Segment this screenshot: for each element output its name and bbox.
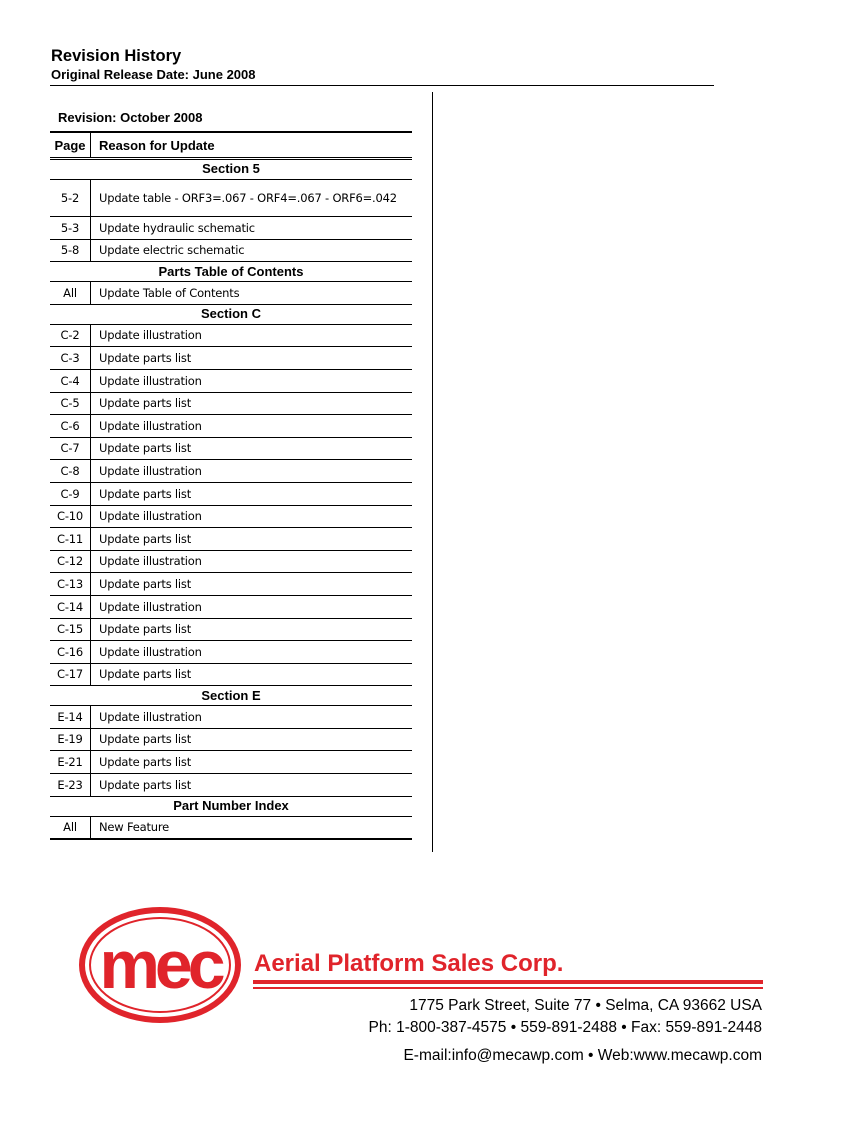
- company-rule-thin: [253, 987, 763, 989]
- reason-cell: Update illustration: [91, 460, 413, 483]
- table-row: [50, 347, 412, 370]
- reason-cell: Update parts list: [91, 728, 413, 751]
- reason-cell: Update electric schematic: [91, 239, 413, 262]
- reason-cell: Update parts list: [91, 528, 413, 551]
- table-row: [50, 573, 412, 596]
- page-cell: C-8: [50, 460, 91, 483]
- page-cell: 5-8: [50, 239, 91, 262]
- revision-table: [50, 131, 412, 840]
- table-row: [50, 728, 412, 751]
- reason-cell: Update illustration: [91, 324, 413, 347]
- page-cell: C-7: [50, 437, 91, 460]
- page-cell: C-9: [50, 482, 91, 505]
- table-body: [50, 159, 412, 840]
- company-address: 1775 Park Street, Suite 77 • Selma, CA 93662 USA: [409, 997, 762, 1014]
- reason-cell: New Feature: [91, 816, 413, 839]
- revision-label: Revision: October 2008: [58, 110, 203, 125]
- table-row: [50, 282, 412, 305]
- page-cell: C-3: [50, 347, 91, 370]
- company-contact: E-mail:info@mecawp.com • Web:www.mecawp.com: [403, 1047, 762, 1064]
- table-row: [50, 217, 412, 240]
- page-cell: All: [50, 816, 91, 839]
- reason-cell: Update parts list: [91, 482, 413, 505]
- page-cell: E-14: [50, 706, 91, 729]
- header-rule: [50, 85, 714, 86]
- table-row: [50, 482, 412, 505]
- page-cell: C-10: [50, 505, 91, 528]
- mec-logo: [78, 906, 242, 1024]
- page-cell: C-13: [50, 573, 91, 596]
- reason-cell: Update illustration: [91, 369, 413, 392]
- page-cell: C-5: [50, 392, 91, 415]
- section-row: [50, 796, 412, 816]
- table-row: [50, 437, 412, 460]
- section-row: [50, 262, 412, 282]
- column-divider: [432, 92, 433, 852]
- page-cell: C-11: [50, 528, 91, 551]
- reason-cell: Update parts list: [91, 437, 413, 460]
- reason-cell: Update parts list: [91, 663, 413, 686]
- reason-cell: Update illustration: [91, 706, 413, 729]
- table-row: [50, 816, 412, 839]
- column-header-page: Page: [50, 132, 91, 159]
- table-row: [50, 460, 412, 483]
- company-phones: Ph: 1-800-387-4575 • 559-891-2488 • Fax: 559-891-2448: [368, 1019, 762, 1036]
- reason-cell: Update illustration: [91, 415, 413, 438]
- table-row: [50, 774, 412, 797]
- reason-cell: Update Table of Contents: [91, 282, 413, 305]
- table-row: [50, 392, 412, 415]
- table-row: [50, 415, 412, 438]
- reason-cell: Update illustration: [91, 550, 413, 573]
- reason-cell: Update illustration: [91, 641, 413, 664]
- logo-lettering: mec: [99, 927, 221, 1003]
- table-row: [50, 324, 412, 347]
- table-row: [50, 706, 412, 729]
- reason-cell: Update parts list: [91, 751, 413, 774]
- page-cell: E-19: [50, 728, 91, 751]
- table-row: [50, 550, 412, 573]
- reason-cell: Update illustration: [91, 595, 413, 618]
- section-row: [50, 304, 412, 324]
- reason-cell: Update parts list: [91, 618, 413, 641]
- table-header-row: [50, 132, 412, 159]
- table-row: [50, 595, 412, 618]
- page-cell: C-17: [50, 663, 91, 686]
- page-cell: C-4: [50, 369, 91, 392]
- reason-cell: Update hydraulic schematic: [91, 217, 413, 240]
- reason-cell: Update table - ORF3=.067 - ORF4=.067 - ORF6=.042: [91, 180, 413, 217]
- page-cell: E-23: [50, 774, 91, 797]
- table-row: [50, 618, 412, 641]
- reason-cell: Update parts list: [91, 774, 413, 797]
- page-cell: C-16: [50, 641, 91, 664]
- page-title: Revision History: [51, 47, 182, 65]
- page-cell: C-12: [50, 550, 91, 573]
- section-heading: Section 5: [50, 159, 412, 180]
- page-cell: C-15: [50, 618, 91, 641]
- company-rule: [253, 980, 763, 984]
- table-row: [50, 751, 412, 774]
- reason-cell: Update illustration: [91, 505, 413, 528]
- table-row: [50, 641, 412, 664]
- reason-cell: Update parts list: [91, 347, 413, 370]
- table-row: [50, 663, 412, 686]
- table-row: [50, 180, 412, 217]
- company-name: Aerial Platform Sales Corp.: [254, 950, 564, 977]
- table-row: [50, 528, 412, 551]
- page-cell: 5-2: [50, 180, 91, 217]
- page-cell: C-2: [50, 324, 91, 347]
- reason-cell: Update parts list: [91, 392, 413, 415]
- section-heading: Parts Table of Contents: [50, 262, 412, 282]
- original-release-date: Original Release Date: June 2008: [51, 67, 256, 82]
- section-row: [50, 159, 412, 180]
- page-cell: C-6: [50, 415, 91, 438]
- reason-cell: Update parts list: [91, 573, 413, 596]
- column-header-reason: Reason for Update: [91, 132, 413, 159]
- section-heading: Section E: [50, 686, 412, 706]
- page-cell: C-14: [50, 595, 91, 618]
- page-cell: E-21: [50, 751, 91, 774]
- section-heading: Section C: [50, 304, 412, 324]
- page-cell: 5-3: [50, 217, 91, 240]
- table-row: [50, 505, 412, 528]
- section-heading: Part Number Index: [50, 796, 412, 816]
- page-cell: All: [50, 282, 91, 305]
- section-row: [50, 686, 412, 706]
- table-row: [50, 239, 412, 262]
- table-row: [50, 369, 412, 392]
